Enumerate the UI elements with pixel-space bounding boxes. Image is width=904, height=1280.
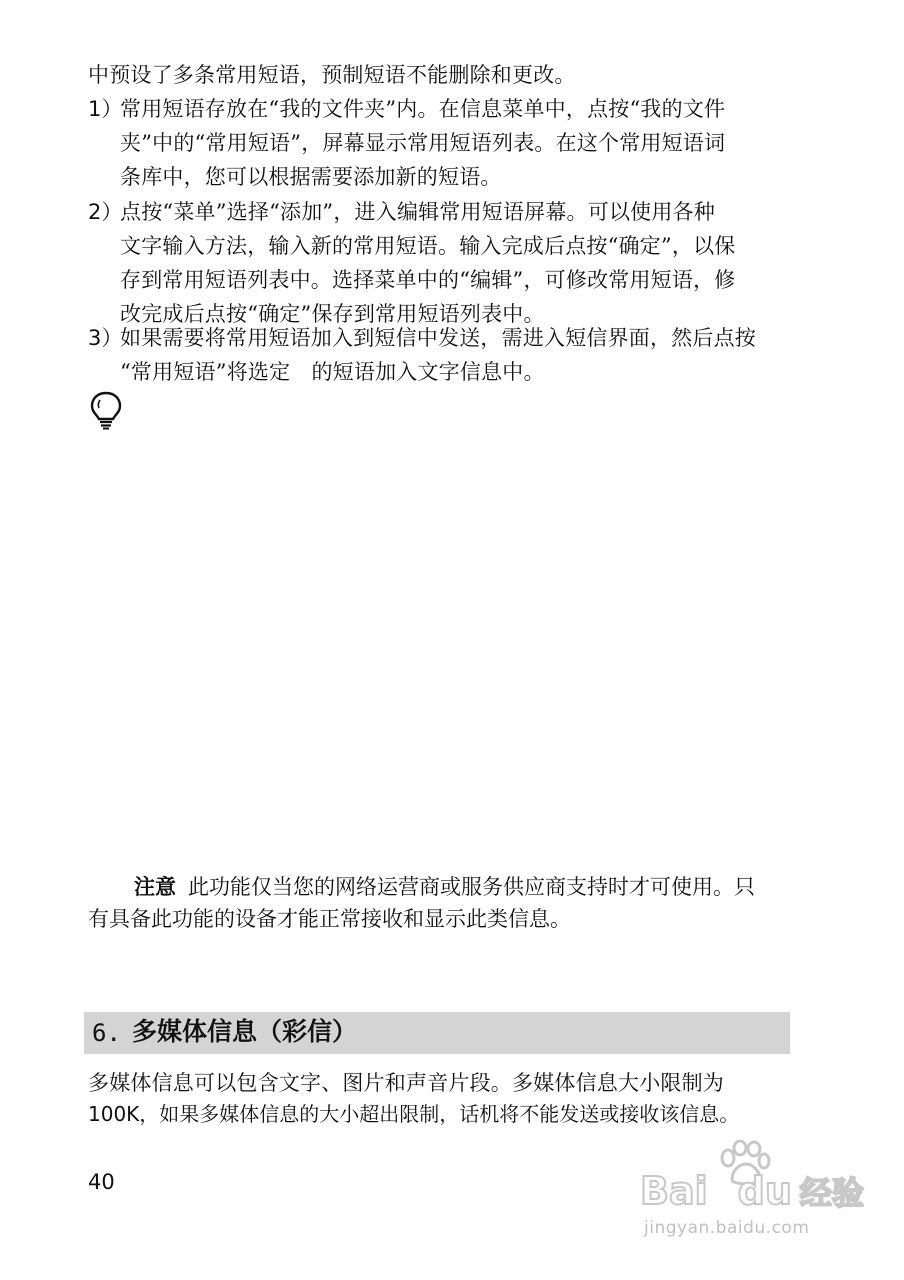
list-item-line: 改完成后点按“确定”保存到常用短语列表中。 [120,302,545,326]
list-item-line: 如果需要将常用短语加入到短信中发送，需进入短信界面，然后点按 [120,326,756,350]
watermark-brand-left: Bai [640,1169,708,1213]
watermark-brand-cn: 经验 [799,1174,864,1212]
list-item-number: 3） [88,326,123,350]
page-number: 40 [88,1170,115,1194]
note-text: 有具备此功能的设备才能正常接收和显示此类信息。 [88,907,571,931]
list-item-line: 点按“菜单”选择“添加”，进入编辑常用短语屏幕。可以使用各种 [120,200,715,224]
lightbulb-icon [88,390,124,430]
list-item-number: 1） [88,97,123,121]
section-title: 多媒体信息（彩信） [132,1017,358,1046]
list-item-line: 夹”中的“常用短语”，屏幕显示常用短语列表。在这个常用短语词 [120,131,726,155]
section-body-line: 多媒体信息可以包含文字、图片和声音片段。多媒体信息大小限制为 [88,1071,724,1095]
list-item-line: 存到常用短语列表中。选择菜单中的“编辑”，可修改常用短语，修 [120,268,736,292]
intro-line: 中预设了多条常用短语，预制短语不能删除和更改。 [88,63,576,87]
section-number: 6. [92,1019,121,1047]
watermark-brand-right: du [737,1169,792,1213]
list-item-line: 常用短语存放在“我的文件夹”内。在信息菜单中，点按“我的文件 [120,97,726,121]
note-label: 注意 [134,875,176,899]
section-body-line: 100K，如果多媒体信息的大小超出限制，话机将不能发送或接收该信息。 [88,1102,740,1126]
note-text: 此功能仅当您的网络运营商或服务供应商支持时才可使用。只 [188,875,755,899]
list-item-line: 文字输入方法，输入新的常用短语。输入完成后点按“确定”，以保 [120,234,736,258]
section-header [84,1012,790,1054]
baidu-jingyan-watermark [640,1138,870,1242]
watermark-url: jingyan.baidu.com [644,1218,810,1238]
list-item-line: 条库中，您可以根据需要添加新的短语。 [120,165,502,189]
list-item-line: “常用短语”将选定 的短语加入文字信息中。 [120,360,545,384]
list-item-number: 2） [88,200,123,224]
